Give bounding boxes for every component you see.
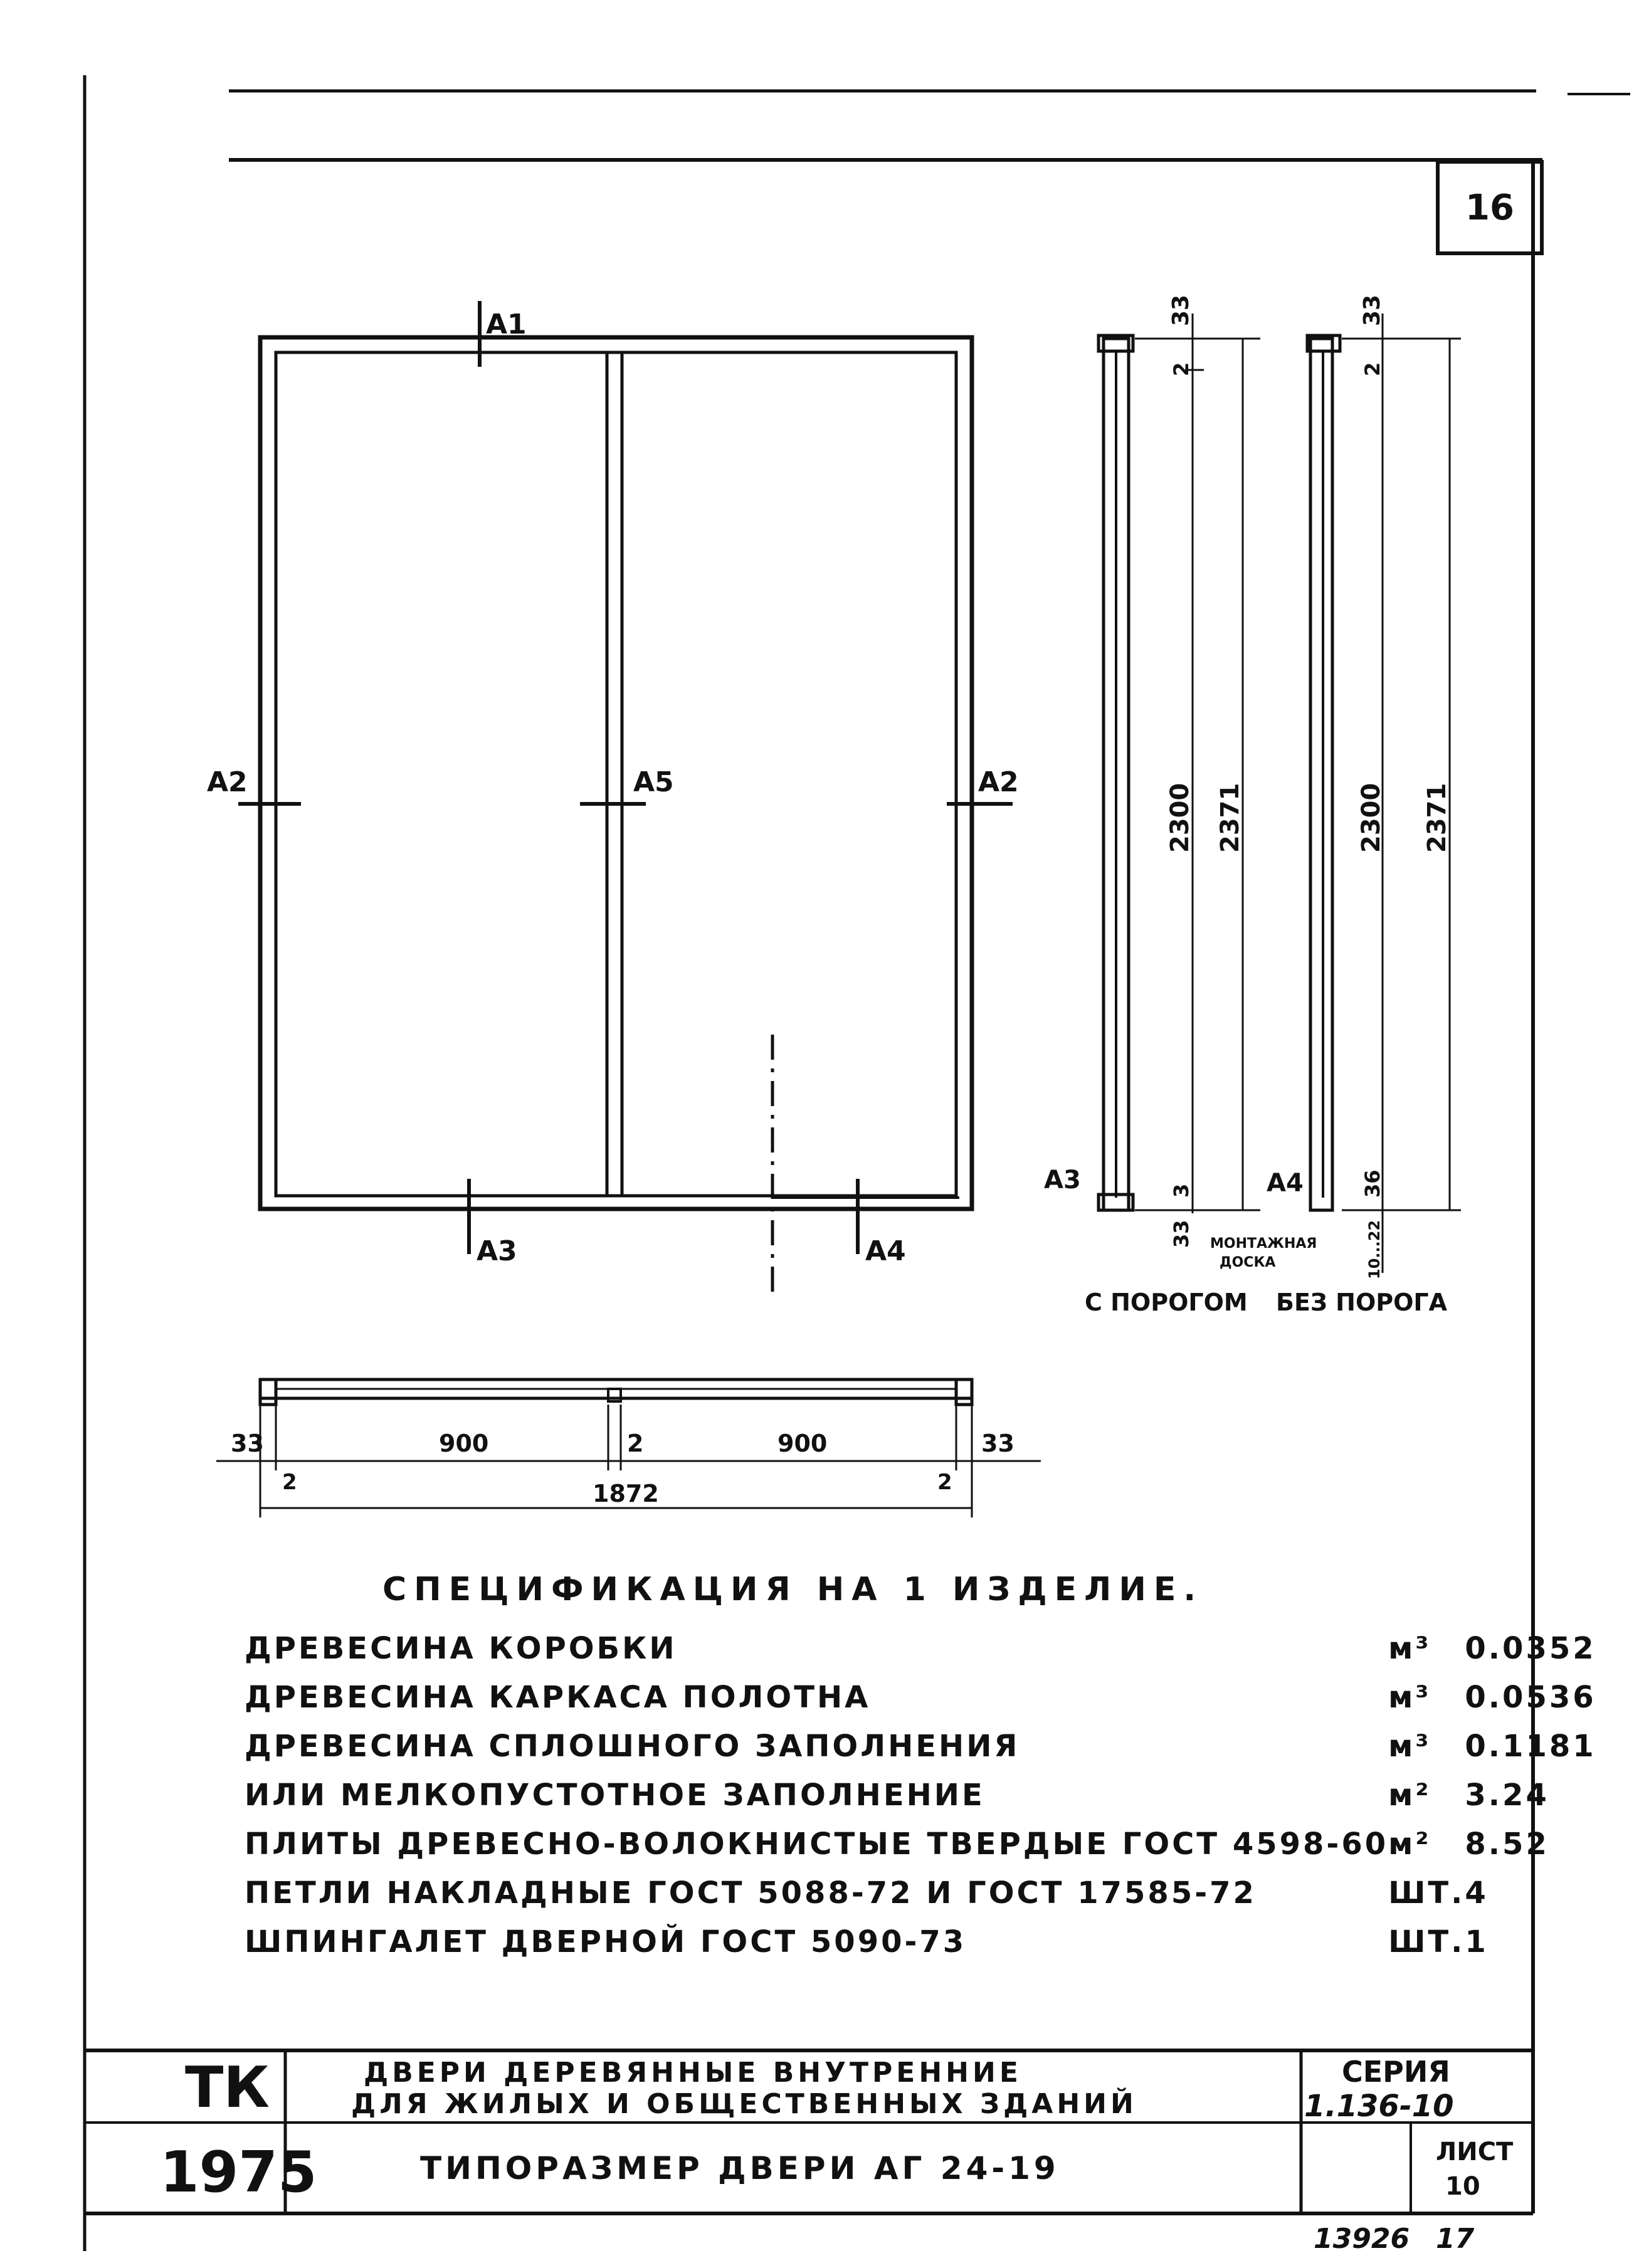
specification-title: СПЕЦИФИКАЦИЯ НА 1 ИЗДЕЛИЕ. <box>382 1571 1204 1608</box>
spec-unit: м³ <box>1388 1631 1431 1666</box>
section-a3-side-label: A3 <box>1044 1166 1081 1195</box>
spec-name: ДРЕВЕСИНА КАРКАСА ПОЛОТНА <box>245 1680 871 1715</box>
dim-bottom-33: 33 <box>1169 1220 1193 1248</box>
dim-bottom-3: 3 <box>1169 1183 1193 1198</box>
dim-left-gap-2: 2 <box>282 1470 297 1495</box>
spec-row <box>245 1673 1596 1722</box>
dim-frame-right-33: 33 <box>981 1430 1014 1457</box>
section-a4-label: A4 <box>865 1235 906 1267</box>
spec-name: ПЕТЛИ НАКЛАДНЫЕ ГОСТ 5088-72 И ГОСТ 17585-72 <box>245 1875 1257 1911</box>
spec-value: 8.52 <box>1465 1827 1549 1862</box>
spec-name: ПЛИТЫ ДРЕВЕСНО-ВОЛОКНИСТЫЕ ТВЕРДЫЕ ГОСТ 4598-60 <box>245 1827 1389 1862</box>
spec-value: 1 <box>1465 1924 1489 1959</box>
caption-with-threshold: С ПОРОГОМ <box>1085 1289 1248 1316</box>
dim-leaf-left-900: 900 <box>439 1430 489 1457</box>
spec-value: 4 <box>1465 1875 1489 1911</box>
dim-leaf-right-900: 900 <box>777 1430 828 1457</box>
spec-row <box>245 1771 1596 1820</box>
dim-outer-2371: 2371 <box>1216 783 1245 853</box>
section-a3-label: A3 <box>477 1235 517 1267</box>
dim-bottom-10-22: 10...22 <box>1366 1220 1383 1279</box>
dim-overall-1872: 1872 <box>593 1480 659 1507</box>
subtitle: ТИПОРАЗМЕР ДВЕРИ АГ 24-19 <box>420 2150 1060 2186</box>
spec-value: 3.24 <box>1465 1778 1549 1813</box>
series-value: 1.136-10 <box>1304 2089 1454 2124</box>
section-a2-left-label: A2 <box>207 766 248 798</box>
spec-row <box>245 1820 1596 1869</box>
dim-gap-2: 2 <box>1169 362 1193 376</box>
spec-row <box>245 1624 1596 1673</box>
title-line-1: ДВЕРИ ДЕРЕВЯННЫЕ ВНУТРЕННИЕ <box>364 2057 1022 2089</box>
dim-middle-gap-2: 2 <box>627 1430 644 1457</box>
sheet-label: ЛИСТ <box>1436 2138 1514 2166</box>
sheet-value: 10 <box>1445 2172 1480 2201</box>
spec-name: ШПИНГАЛЕТ ДВЕРНОЙ ГОСТ 5090-73 <box>245 1924 967 1959</box>
dim-frame-left-33: 33 <box>231 1430 264 1457</box>
mounting-board-label-2: ДОСКА <box>1220 1255 1276 1270</box>
dim-top-33-b: 33 <box>1359 294 1385 326</box>
dim-right-gap-2: 2 <box>937 1470 952 1495</box>
specification-table <box>245 1624 1596 1966</box>
side-view-with-threshold-dims <box>1044 295 1317 1316</box>
dim-top-33: 33 <box>1168 294 1194 326</box>
spec-value: 0.1181 <box>1465 1729 1596 1764</box>
year: 1975 <box>160 2139 317 2205</box>
title-line-2: ДЛЯ ЖИЛЫХ И ОБЩЕСТВЕННЫХ ЗДАНИЙ <box>351 2088 1137 2120</box>
title-block <box>160 2055 1514 2255</box>
spec-name: ИЛИ МЕЛКОПУСТОТНОЕ ЗАПОЛНЕНИЕ <box>245 1778 985 1813</box>
spec-unit: ШТ. <box>1388 1924 1465 1959</box>
spec-unit: м³ <box>1388 1680 1431 1715</box>
spec-row <box>245 1869 1596 1917</box>
dim-inner-2300: 2300 <box>1166 783 1194 853</box>
section-a4-side-label: A4 <box>1267 1169 1304 1198</box>
side-view-without-threshold-dims <box>1267 295 1452 1316</box>
section-a2-right-label: A2 <box>978 766 1019 798</box>
footer-page: 17 <box>1436 2223 1475 2255</box>
dim-outer-2371-b: 2371 <box>1423 783 1452 853</box>
front-elevation <box>238 301 1013 1292</box>
dim-gap-2-b: 2 <box>1361 362 1384 376</box>
plan-view-dims <box>231 1430 1014 1507</box>
spec-unit: ШТ. <box>1388 1875 1465 1911</box>
caption-without-threshold: БЕЗ ПОРОГА <box>1276 1289 1448 1316</box>
spec-value: 0.0536 <box>1465 1680 1596 1715</box>
spec-unit: м² <box>1388 1827 1431 1862</box>
spec-unit: м³ <box>1388 1729 1431 1764</box>
section-labels <box>207 309 1019 1267</box>
inventory-number: 13926 <box>1314 2223 1410 2255</box>
spec-value: 0.0352 <box>1465 1631 1596 1666</box>
dim-inner-2300-b: 2300 <box>1357 783 1386 853</box>
spec-name: ДРЕВЕСИНА КОРОБКИ <box>245 1631 677 1666</box>
spec-row <box>245 1722 1596 1771</box>
sheet-number-box: 16 <box>1436 160 1544 255</box>
mounting-board-label-1: МОНТАЖНАЯ <box>1210 1236 1317 1252</box>
section-a1-label: A1 <box>486 309 527 340</box>
section-a5-label: A5 <box>633 766 674 798</box>
spec-name: ДРЕВЕСИНА СПЛОШНОГО ЗАПОЛНЕНИЯ <box>245 1729 1020 1764</box>
spec-row <box>245 1917 1596 1966</box>
org-code: ТК <box>185 2055 270 2121</box>
series-label: СЕРИЯ <box>1342 2055 1450 2089</box>
dim-bottom-36: 36 <box>1361 1169 1384 1198</box>
spec-unit: м² <box>1388 1778 1431 1813</box>
side-view-with-threshold <box>1099 314 1260 1213</box>
